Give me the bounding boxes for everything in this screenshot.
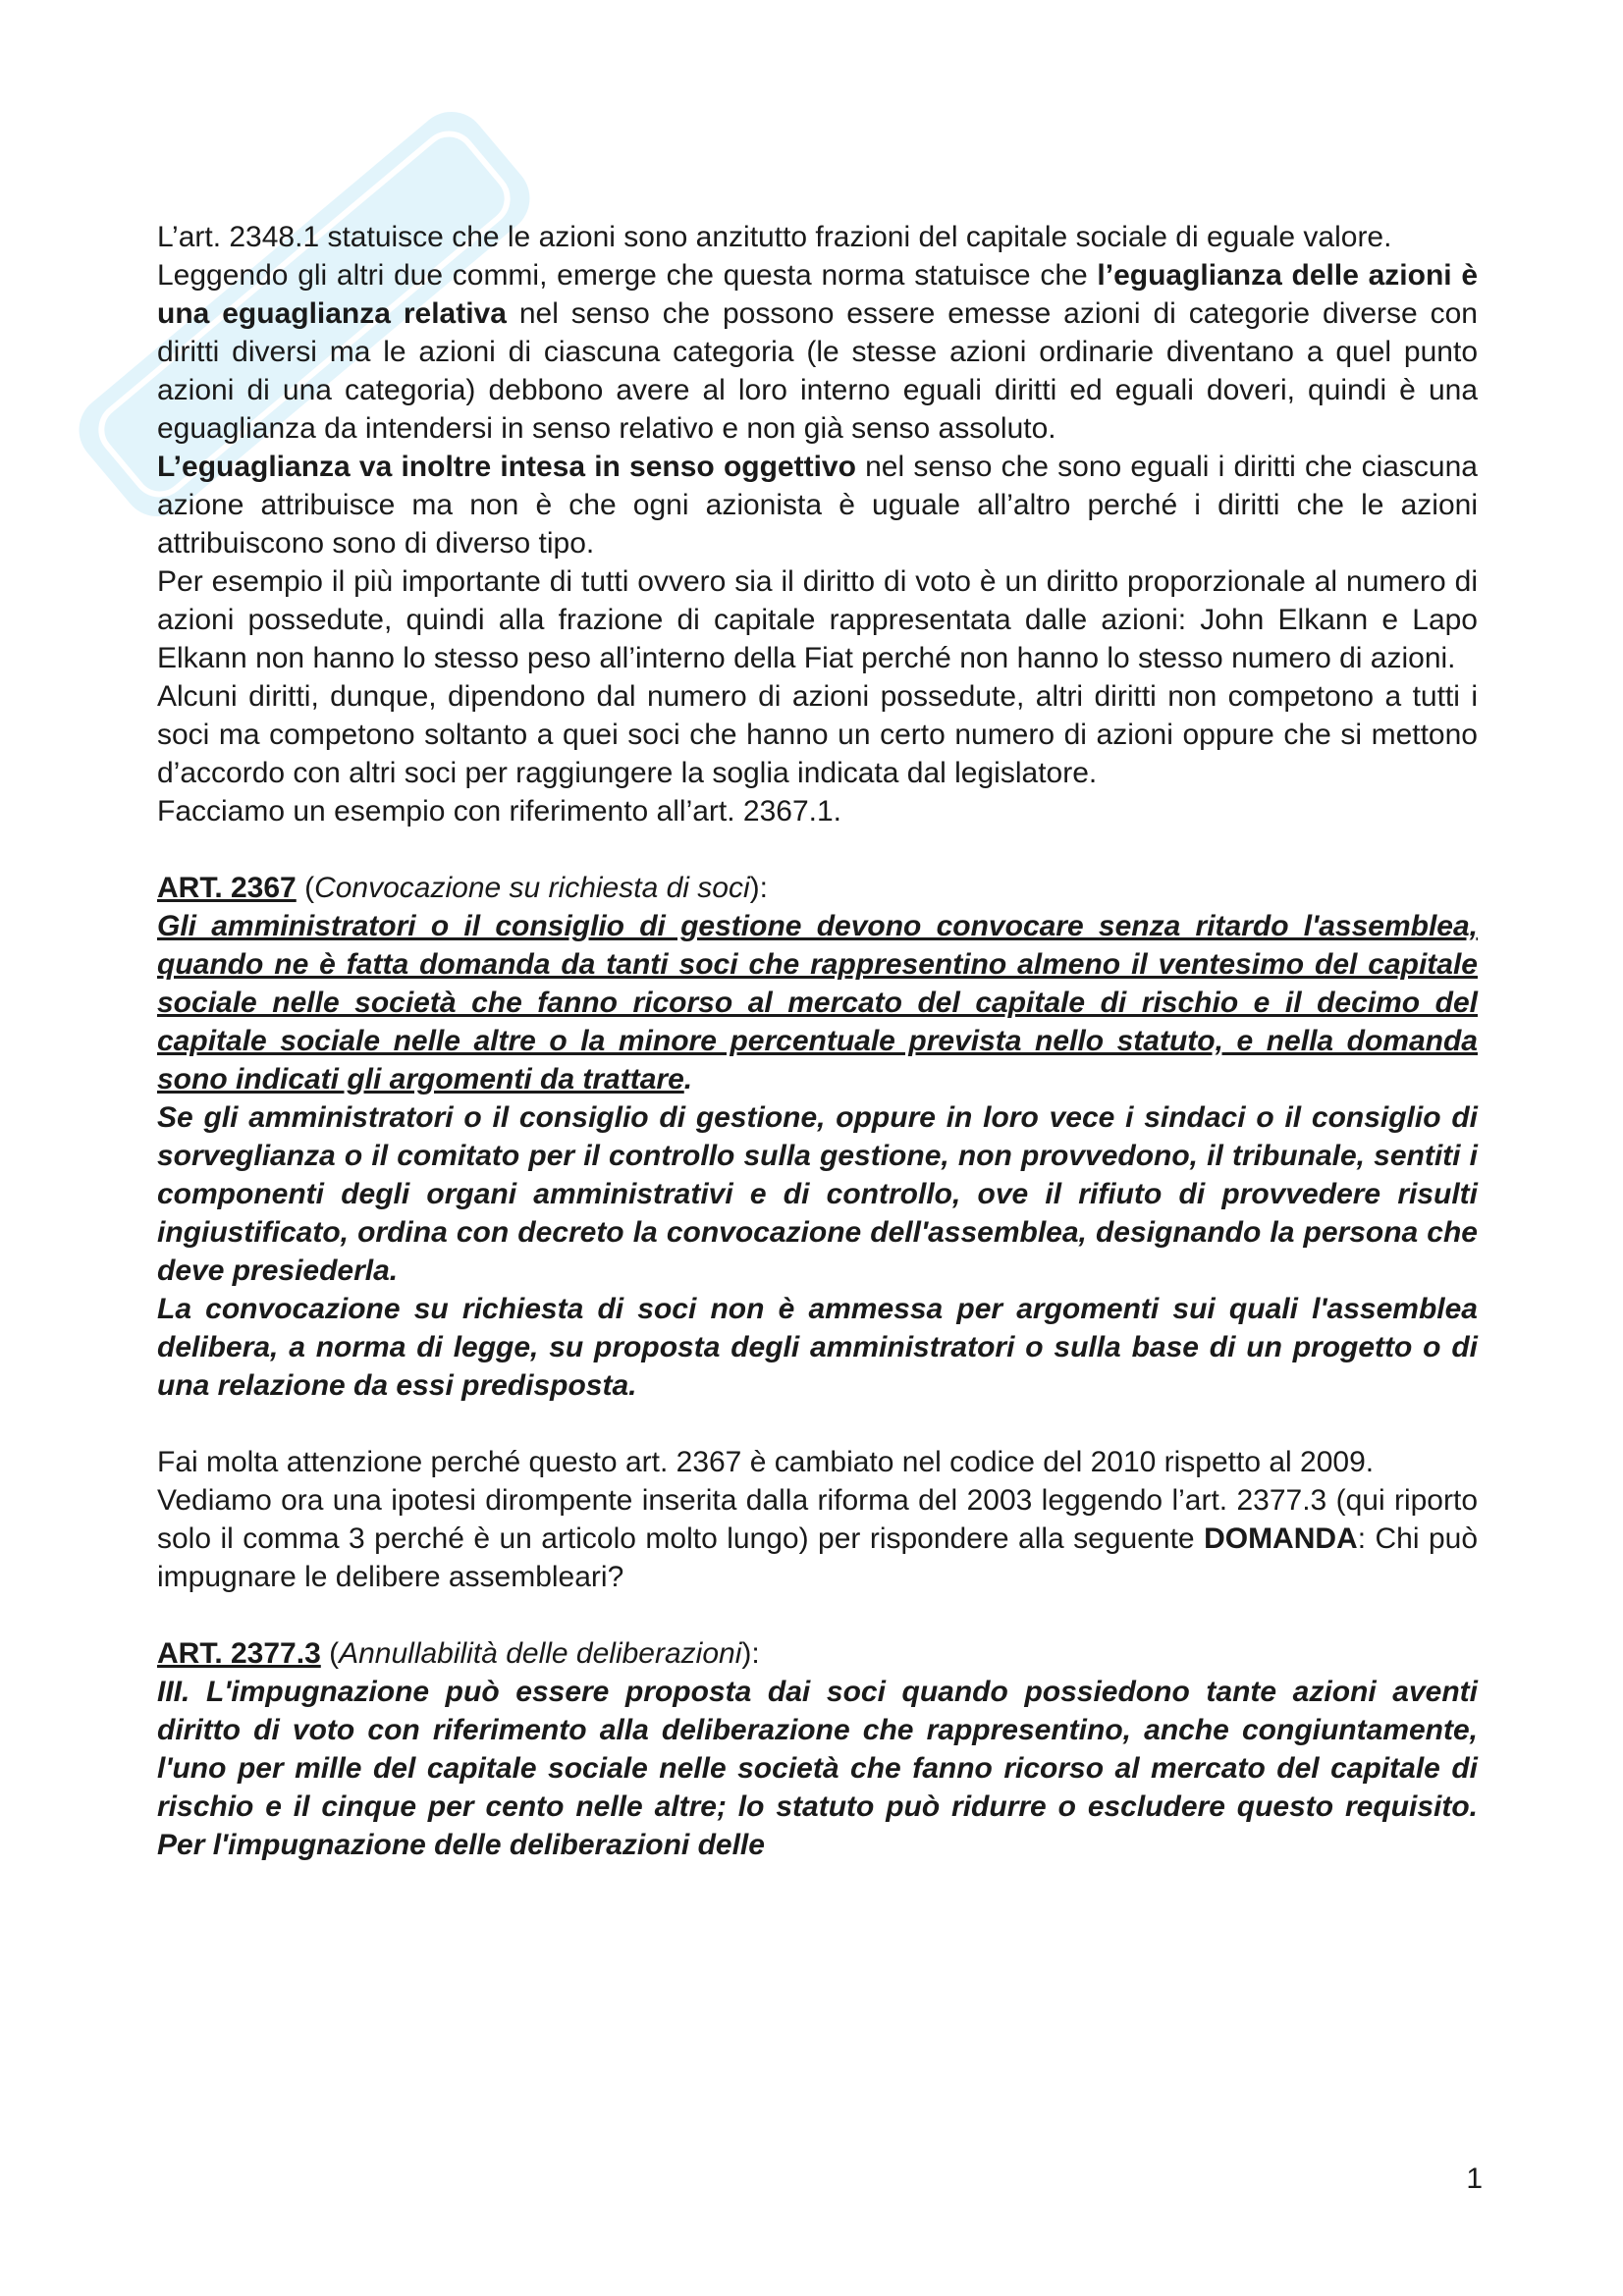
paragraph: Vediamo ora una ipotesi dirompente inserita dalla riforma del 2003 leggendo l’art. 2377.3 (qui riporto solo il comma 3 perché è un articolo molto lungo) per rispondere alla seguente DOMANDA: Chi può impugnare le delibere assembleari?: [157, 1484, 1479, 1593]
article-comma: III. L'impugnazione può essere proposta dai soci quando possiedono tante azioni aventi diritto di voto con riferimento alla deliberazione che rappresentino, anche congiuntamente, l'uno per mille del capitale sociale nelle società che fanno ricorso al mercato del capitale di rischio e il cinque per cento nelle altre; lo statuto può ridurre o escludere questo requisito. Per l'impugnazione delle deliberazioni delle: [157, 1676, 1478, 1861]
article-comma: Gli amministratori o il consiglio di gestione devono convocare senza ritardo l'assemblea, quando ne è fatta domanda da tanti soci che rappresentino almeno il ventesimo del capitale sociale nelle società che fanno ricorso al mercato del capitale di rischio e il decimo del capitale sociale nelle altre o la minore percentuale prevista nello statuto, e nella domanda sono indicati gli argomenti da trattare.: [157, 910, 1478, 1095]
paragraph: L’art. 2348.1 statuisce che le azioni sono anzitutto frazioni del capitale sociale di eguale valore.: [157, 221, 1392, 253]
paragraph: Facciamo un esempio con riferimento all’art. 2367.1.: [157, 795, 842, 828]
paragraph: Alcuni diritti, dunque, dipendono dal numero di azioni possedute, altri diritti non competono a tutti i soci ma competono soltanto a quei soci che hanno un certo numero di azioni oppure che si mettono d’accordo con altri soci per raggiungere la soglia indicata dal legislatore.: [157, 680, 1478, 789]
page-number: 1: [1466, 2163, 1483, 2195]
paragraph: L’eguaglianza va inoltre intesa in senso oggettivo nel senso che sono eguali i diritti che ciascuna azione attribuisce ma non è che ogni azionista è uguale all’altro perché i diritti che le azioni attribuiscono sono di diverso tipo.: [157, 451, 1478, 560]
article-title: Convocazione su richiesta di soci: [314, 872, 750, 904]
document-body: [157, 218, 1478, 1864]
bold-phrase: l’eguaglianza delle azioni è una eguaglianza relativa: [157, 259, 1479, 330]
paragraph: Per esempio il più importante di tutti ovvero sia il diritto di voto è un diritto proporzionale al numero di azioni possedute, quindi alla frazione di capitale rappresentata dalle azioni: John Elkann e Lapo Elkann non hanno lo stesso peso all’interno della Fiat perché non hanno lo stesso numero di azioni.: [157, 565, 1478, 674]
article-heading: ART. 2367 (Convocazione su richiesta di soci):: [157, 872, 768, 904]
article-number: ART. 2367: [157, 872, 297, 904]
article-heading: ART. 2377.3 (Annullabilità delle deliberazioni):: [157, 1637, 760, 1670]
bold-phrase: L’eguaglianza va inoltre intesa in senso oggettivo: [157, 451, 856, 483]
bold-phrase: DOMANDA: [1204, 1522, 1358, 1555]
article-title: Annullabilità delle deliberazioni: [339, 1637, 742, 1670]
article-number: ART. 2377.3: [157, 1637, 321, 1670]
paragraph: Fai molta attenzione perché questo art. 2367 è cambiato nel codice del 2010 rispetto al 2009.: [157, 1446, 1375, 1478]
paragraph: Leggendo gli altri due commi, emerge che questa norma statuisce che l’eguaglianza delle azioni è una eguaglianza relativa nel senso che possono essere emesse azioni di categorie diverse con diritti diversi ma le azioni di ciascuna categoria (le stesse azioni ordinarie diventano a quel punto azioni di una categoria) debbono avere al loro interno eguali diritti ed eguali doveri, quindi è una eguaglianza da intendersi in senso relativo e non già senso assoluto.: [157, 259, 1479, 445]
article-comma: Se gli amministratori o il consiglio di gestione, oppure in loro vece i sindaci o il consiglio di sorveglianza o il comitato per il controllo sulla gestione, non provvedono, il tribunale, sentiti i componenti degli organi amministrativi e di controllo, ove il rifiuto di provvedere risulti ingiustificato, ordina con decreto la convocazione dell'assemblea, designando la persona che deve presiederla.: [157, 1101, 1478, 1287]
article-comma: La convocazione su richiesta di soci non è ammessa per argomenti sui quali l'assemblea delibera, a norma di legge, su proposta degli amministratori o sulla base di un progetto o di una relazione da essi predisposta.: [157, 1293, 1478, 1402]
